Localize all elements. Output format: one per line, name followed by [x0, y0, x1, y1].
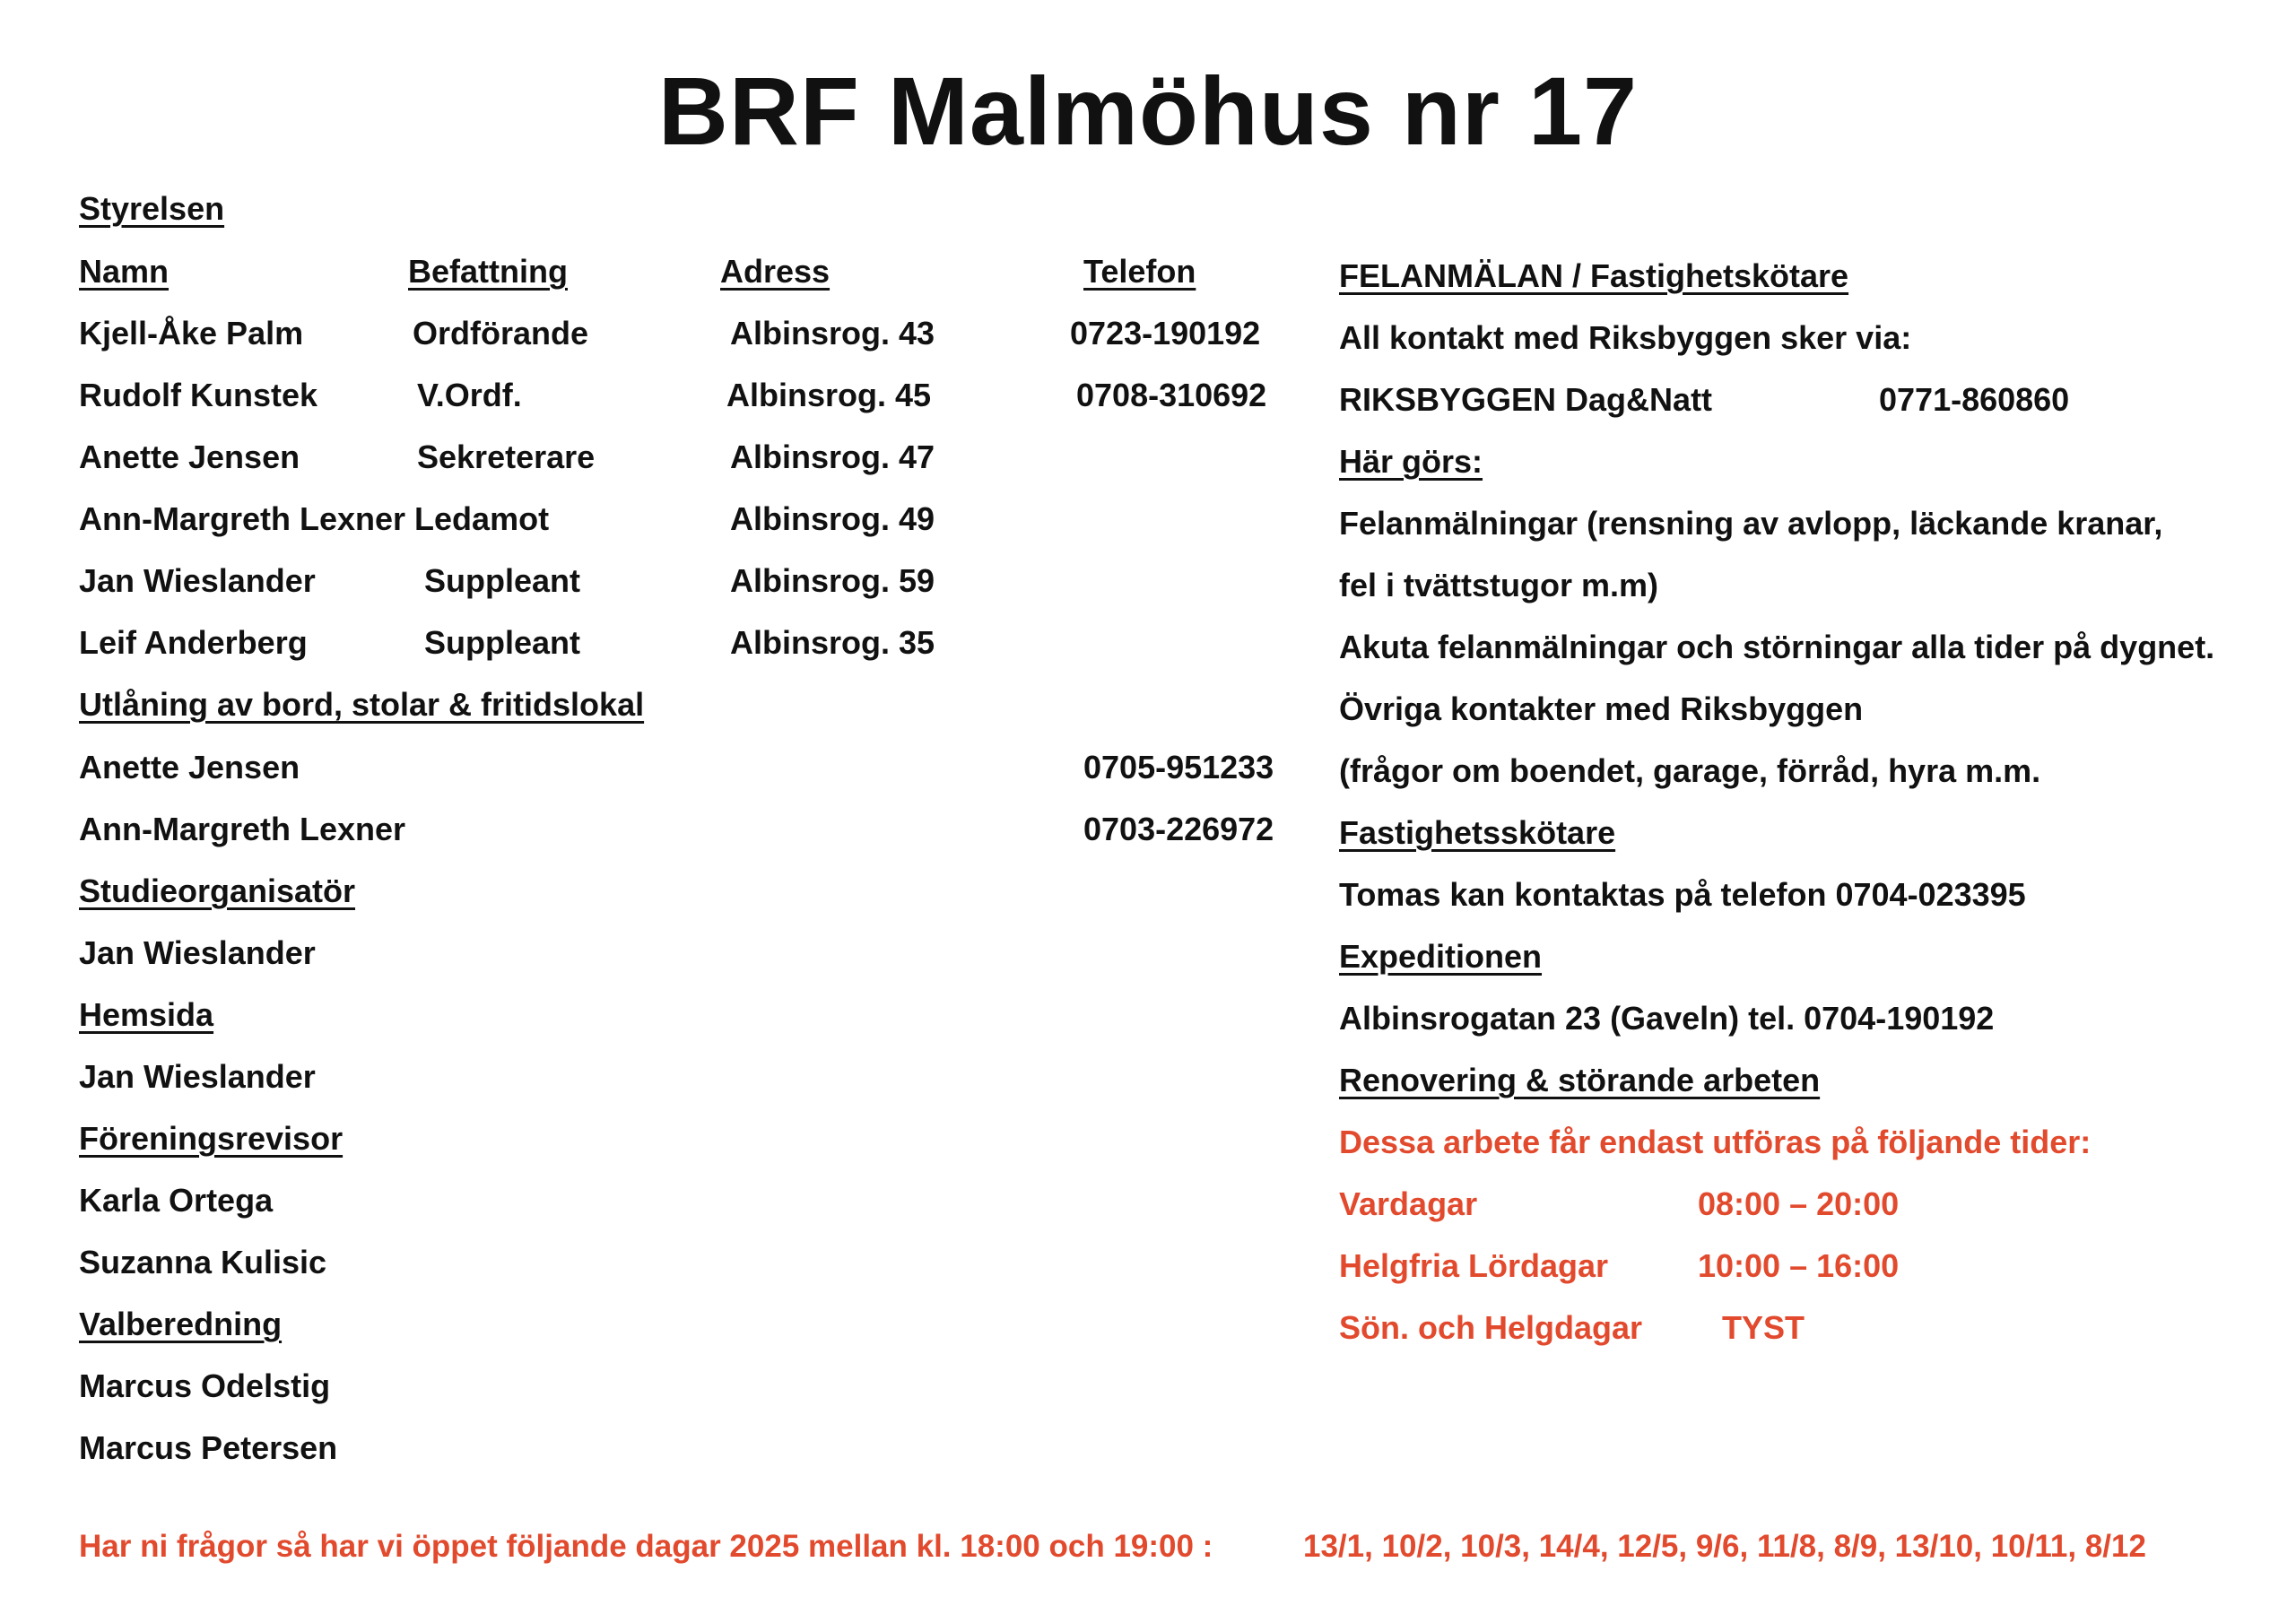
lending-contact-phone: 0705-951233 — [1083, 749, 1274, 785]
lending-contact-phone: 0703-226972 — [1083, 811, 1274, 847]
service-phone: 0771-860860 — [1879, 381, 2070, 418]
auditor-name: Suzanna Kulisic — [79, 1244, 327, 1280]
fault-intro: All kontakt med Riksbyggen sker via: — [1339, 319, 1912, 356]
fault-line: fel i tvättstugor m.m) — [1339, 567, 1659, 603]
member-position: Sekreterare — [417, 438, 596, 475]
study-heading: Studieorganisatör — [79, 872, 356, 909]
member-phone: 0723-190192 — [1070, 315, 1261, 352]
fault-line: Akuta felanmälningar och störningar alla tider på dygnet. — [1339, 629, 2215, 665]
member-address: Albinsrog. 45 — [726, 377, 932, 413]
footer-text: Har ni frågor så har vi öppet följande dagar 2025 mellan kl. 18:00 och 19:00 : — [79, 1529, 1213, 1564]
nomination-name: Marcus Petersen — [79, 1429, 338, 1466]
member-name: Ann-Margreth Lexner Ledamot — [79, 500, 550, 537]
member-position: Ordförande — [413, 315, 589, 352]
auditor-heading: Föreningsrevisor — [79, 1120, 344, 1157]
column-header-address: Adress — [720, 253, 831, 290]
office-heading: Expeditionen — [1339, 938, 1543, 975]
member-position: Suppleant — [424, 624, 581, 661]
member-address: Albinsrog. 49 — [730, 500, 935, 537]
schedule-time: 10:00 – 16:00 — [1698, 1247, 1900, 1284]
member-phone: 0708-310692 — [1076, 377, 1267, 413]
fault-line: Övriga kontakter med Riksbyggen — [1339, 690, 1864, 727]
nomination-heading: Valberedning — [79, 1306, 283, 1342]
column-header-phone: Telefon — [1083, 253, 1196, 290]
fault-line: (frågor om boendet, garage, förråd, hyra m.m. — [1339, 752, 2041, 789]
here-heading: Här görs: — [1339, 443, 1483, 480]
member-name: Leif Anderberg — [79, 624, 308, 661]
member-address: Albinsrog. 47 — [730, 438, 935, 475]
schedule-time: 08:00 – 20:00 — [1698, 1185, 1900, 1222]
footer-dates: 13/1, 10/2, 10/3, 14/4, 12/5, 9/6, 11/8, 8/9, 13/10, 10/11, 8/12 — [1303, 1529, 2146, 1564]
service-name: RIKSBYGGEN Dag&Natt — [1339, 381, 1713, 418]
member-position: Suppleant — [424, 562, 581, 599]
member-name: Anette Jensen — [79, 438, 300, 475]
fault-heading: FELANMÄLAN / Fastighetskötare — [1339, 257, 1849, 294]
schedule-day: Vardagar — [1339, 1185, 1478, 1222]
study-name: Jan Wieslander — [79, 934, 316, 971]
lending-contact-name: Anette Jensen — [79, 749, 300, 785]
website-name: Jan Wieslander — [79, 1058, 316, 1095]
lending-contact-name: Ann-Margreth Lexner — [79, 811, 406, 847]
member-address: Albinsrog. 43 — [730, 315, 935, 352]
column-header-name: Namn — [79, 253, 170, 290]
nomination-name: Marcus Odelstig — [79, 1367, 331, 1404]
member-address: Albinsrog. 35 — [730, 624, 935, 661]
board-heading: Styrelsen — [79, 190, 225, 227]
schedule-day: Helgfria Lördagar — [1339, 1247, 1609, 1284]
fault-line: Felanmälningar (rensning av avlopp, läckande kranar, — [1339, 505, 2163, 542]
schedule-time: TYST — [1722, 1309, 1805, 1346]
website-heading: Hemsida — [79, 996, 214, 1033]
member-name: Jan Wieslander — [79, 562, 316, 599]
member-name: Rudolf Kunstek — [79, 377, 317, 413]
renovation-heading: Renovering & störande arbeten — [1339, 1062, 1821, 1098]
member-name: Kjell-Åke Palm — [79, 315, 304, 352]
caretaker-text: Tomas kan kontaktas på telefon 0704-023395 — [1339, 876, 2026, 913]
renovation-intro: Dessa arbete får endast utföras på följande tider: — [1339, 1124, 2092, 1160]
auditor-name: Karla Ortega — [79, 1182, 274, 1219]
page-title: BRF Malmöhus nr 17 — [657, 56, 1639, 165]
lending-heading: Utlåning av bord, stolar & fritidslokal — [79, 686, 645, 723]
office-text: Albinsrogatan 23 (Gaveln) tel. 0704-190192 — [1339, 1000, 1995, 1037]
member-address: Albinsrog. 59 — [730, 562, 935, 599]
schedule-day: Sön. och Helgdagar — [1339, 1309, 1643, 1346]
member-position: V.Ordf. — [417, 377, 522, 413]
caretaker-heading: Fastighetsskötare — [1339, 814, 1616, 851]
column-header-position: Befattning — [408, 253, 568, 290]
